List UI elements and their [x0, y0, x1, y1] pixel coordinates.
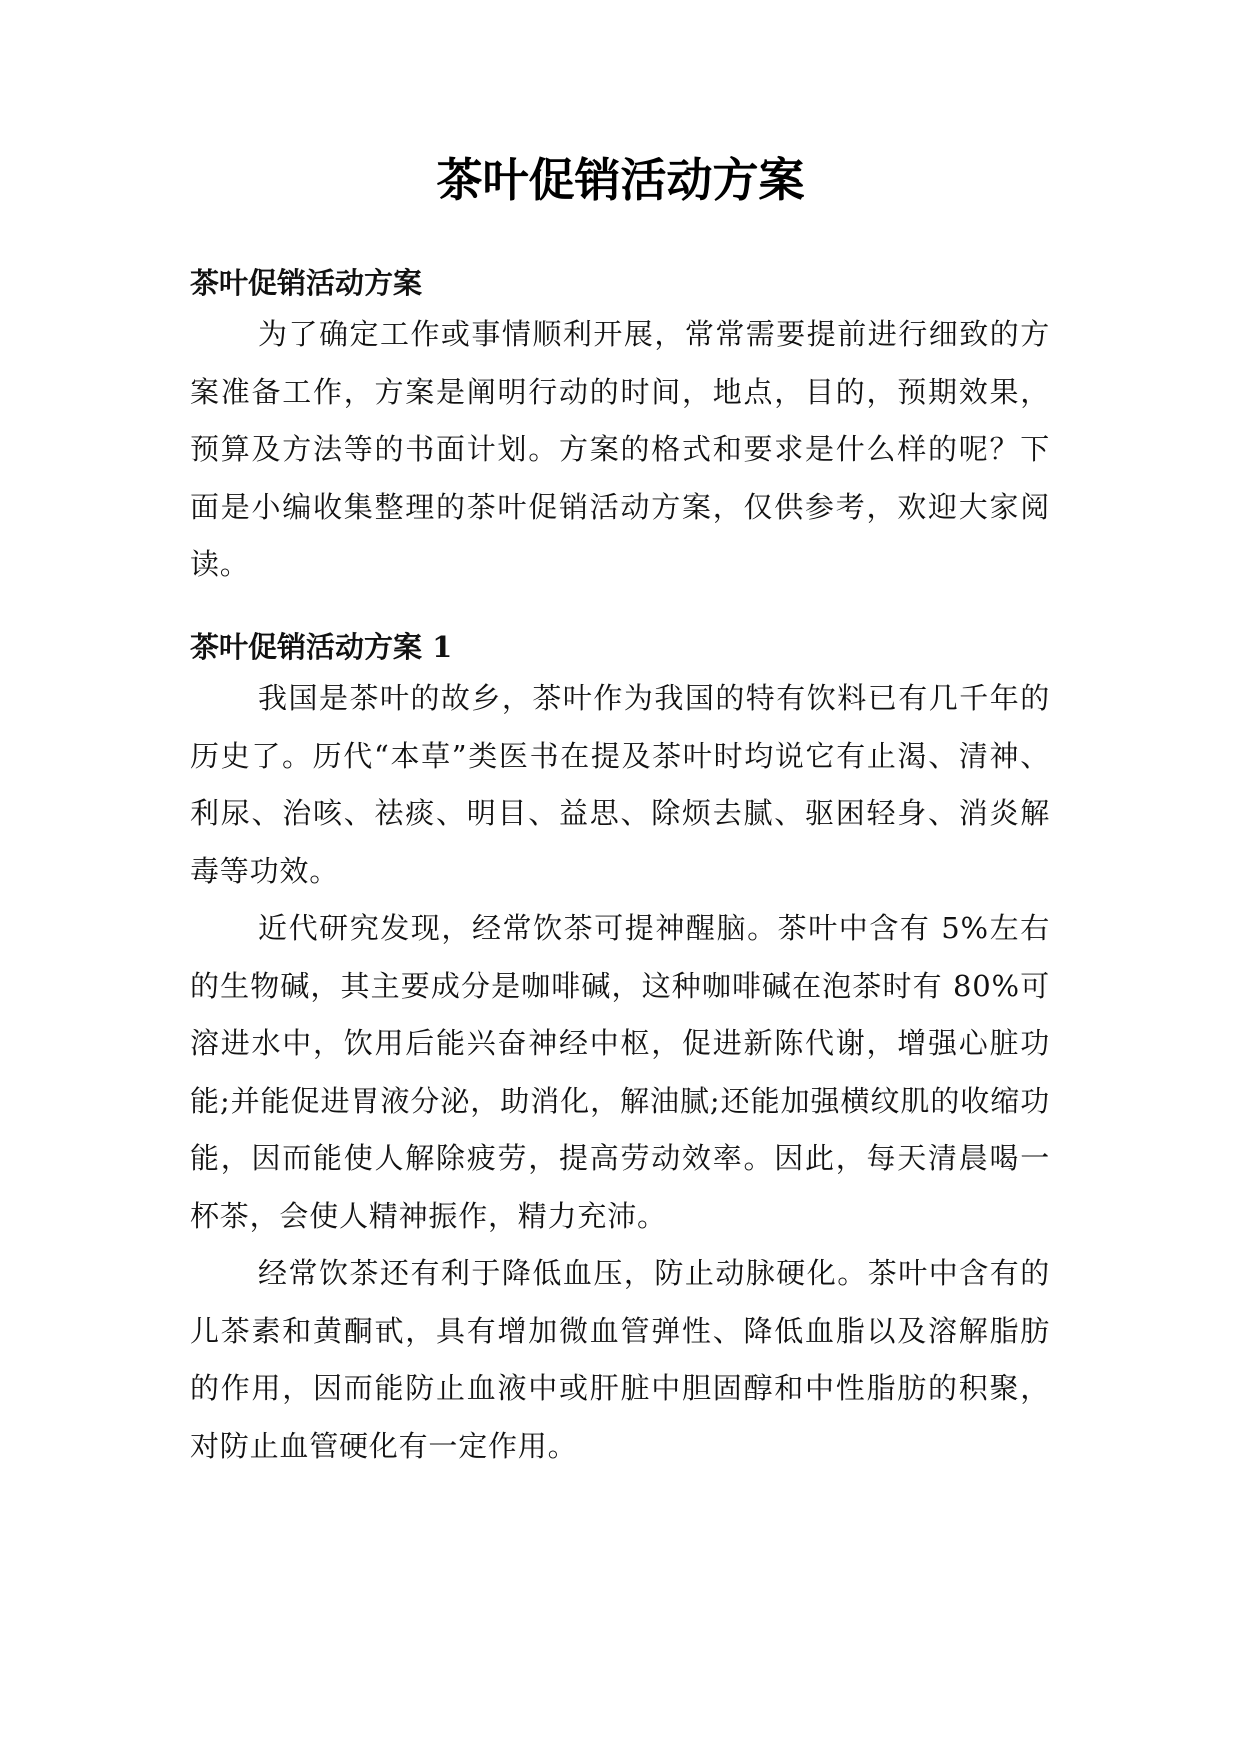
section-1-paragraph-2: 近代研究发现，经常饮茶可提神醒脑。茶叶中含有 5%左右的生物碱，其主要成分是咖啡碱，这种咖啡碱在泡茶时有 80%可溶进水中，饮用后能兴奋神经中枢，促进新陈代谢，增强心脏功能;并能促进胃液分泌，助消化，解油腻;还能加强横纹肌的收缩功能，因而能使人解除疲劳，提高劳动效率。因此，每天清晨喝一杯茶，会使人精神振作，精力充沛。 — [190, 911, 1050, 1233]
section-1-paragraph-3: 经常饮茶还有利于降低血压，防止动脉硬化。茶叶中含有的儿茶素和黄酮甙，具有增加微血管弹性、降低血脂以及溶解脂肪的作用，因而能防止血液中或肝脏中胆固醇和中性脂肪的积聚，对防止血管硬化有一定作用。 — [190, 1256, 1050, 1463]
section-heading-intro: 茶叶促销活动方案 — [190, 266, 423, 300]
section-1-paragraph-1: 我国是茶叶的故乡，茶叶作为我国的特有饮料已有几千年的历史了。历代“本草”类医书在提及茶叶时均说它有止渴、清神、利尿、治咳、祛痰、明目、益思、除烦去腻、驱困轻身、消炎解毒等功效。 — [190, 681, 1050, 888]
section-heading-1: 茶叶促销活动方案 1 — [190, 630, 453, 664]
intro-paragraph: 为了确定工作或事情顺利开展，常常需要提前进行细致的方案准备工作，方案是阐明行动的时间，地点，目的，预期效果，预算及方法等的书面计划。方案的格式和要求是什么样的呢？下面是小编收集整理的茶叶促销活动方案，仅供参考，欢迎大家阅读。 — [190, 317, 1050, 581]
document-title: 茶叶促销活动方案 — [436, 153, 805, 207]
